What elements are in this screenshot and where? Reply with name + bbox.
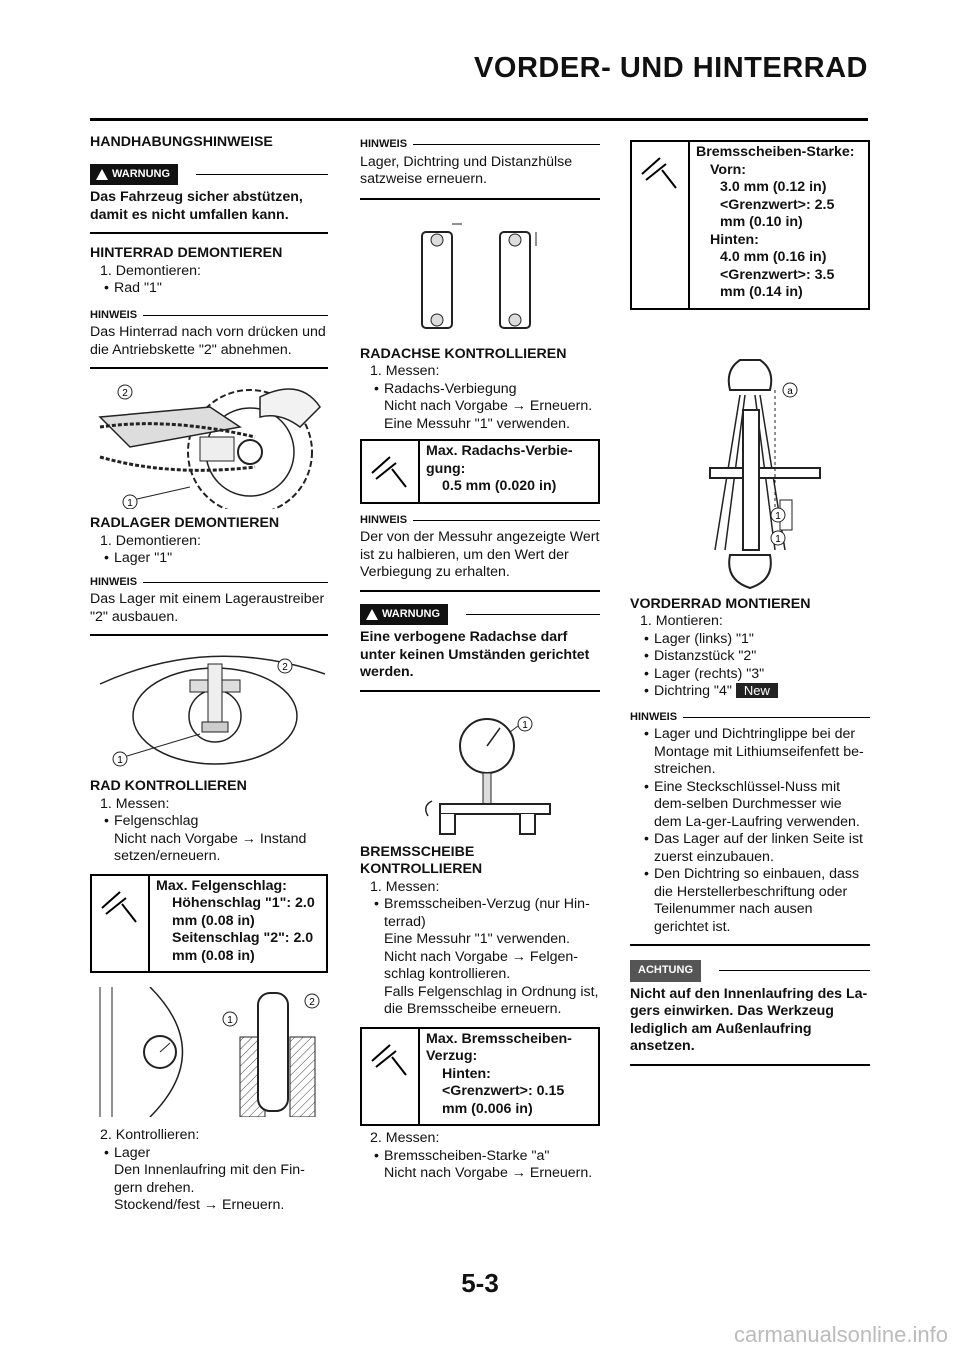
- achtung-text: Nicht auf den Innenlaufring des La-gers einwirken. Das Werkzeug lediglich am Außenlaufring ansetzen.: [630, 985, 868, 1054]
- page-title: VORDER- UND HINTERRAD: [474, 52, 868, 84]
- achtung-banner: [630, 960, 870, 982]
- bullet-detail: Falls Felgenschlag in Ordnung ist, die Bremsscheibe erneuern.: [384, 983, 599, 1017]
- step-text: 1. Demontieren:: [100, 262, 201, 279]
- heading-bremsscheibe-kontrollieren: BREMSSCHEIBE KONTROLLIEREN: [360, 843, 483, 877]
- spec-line: Höhenschlag "1": 2.0 mm (0.08 in): [172, 895, 315, 929]
- achtung-badge: ACHTUNG: [630, 960, 701, 982]
- spec-line: Hinten:: [710, 231, 759, 248]
- hinweis-label: HINWEIS: [90, 307, 328, 325]
- divider: [90, 367, 328, 369]
- column-left: [90, 128, 328, 1215]
- heading-radlager-demontieren: RADLAGER DEMONTIEREN: [90, 515, 280, 531]
- heading-hinterrad-demontieren: HINTERRAD DEMONTIEREN: [90, 245, 283, 261]
- step-text: 1. Demontieren:: [100, 532, 201, 549]
- heading-vorderrad-montieren: VORDERRAD MONTIEREN: [630, 595, 811, 612]
- warning-text-1: Das Fahrzeug sicher abstützen, damit es nicht umfallen kann.: [90, 189, 303, 223]
- bullet-detail: Stockend/fest → Erneuern.: [114, 1197, 285, 1213]
- column-right: [630, 128, 870, 1066]
- hinweis-label: HINWEIS: [360, 136, 600, 154]
- warning-banner-1: [90, 164, 328, 186]
- spec-line: <Grenzwert>: 3.5 mm (0.14 in): [720, 266, 835, 300]
- bullet-item: • Dichtring "4" New: [630, 683, 870, 701]
- bullet-item: • Lager (links) "1": [630, 631, 870, 649]
- spec-line: Seitenschlag "2": 2.0 mm (0.08 in): [172, 930, 314, 964]
- spec-line: 0.5 mm (0.020 in): [442, 478, 557, 494]
- divider: [630, 944, 870, 946]
- spec-icon: [92, 876, 150, 972]
- spec-icon: [362, 1029, 420, 1125]
- step-text: 2. Kontrollieren:: [100, 1127, 200, 1143]
- bearing-removal-figure: [90, 644, 328, 772]
- spec-line: 4.0 mm (0.16 in): [720, 249, 827, 265]
- bullet-detail: Eine Messuhr "1" verwenden.: [384, 931, 570, 947]
- title-rule: [90, 118, 868, 121]
- step-text: 1. Messen:: [100, 795, 170, 812]
- hinweis-bullet: • Lager und Dichtringlippe bei der Montage mit Lithiumseifenfett be-streichen.: [630, 726, 870, 779]
- step-text: 2. Messen:: [370, 1130, 440, 1146]
- warning-badge: WARNUNG: [90, 164, 178, 186]
- bullet-detail: Nicht nach Vorgabe → Instand setzen/erneuern.: [114, 830, 307, 864]
- bullet-item: • Lager (rechts) "3": [630, 666, 870, 684]
- spec-line: <Grenzwert>: 0.15 mm (0.006 in): [442, 1083, 565, 1117]
- warning-badge: WARNUNG: [360, 604, 448, 626]
- svg-text:1: 1: [227, 1015, 233, 1026]
- warning-banner-2: [360, 604, 600, 626]
- svg-text:2: 2: [309, 997, 315, 1008]
- spec-line: Hinten:: [442, 1065, 491, 1082]
- bullet-item: • Distanzstück "2": [630, 648, 870, 666]
- hinweis-text-1: Das Hinterrad nach vorn drücken und die Antriebskette "2" abnehmen.: [90, 324, 326, 358]
- spec-line: <Grenzwert>: 2.5 mm (0.10 in): [720, 196, 835, 230]
- svg-text:2: 2: [282, 662, 288, 673]
- spec-icon: [632, 142, 690, 308]
- bullet-item: • Bremsscheiben-Starke "a": [360, 1148, 600, 1166]
- rim-runout-figure: [90, 987, 328, 1117]
- bullet-detail: Eine Messuhr "1" verwenden.: [384, 415, 570, 432]
- bullet-item: • Lager: [90, 1145, 328, 1163]
- warning-text-2: Eine verbogene Radachse darf unter keinen Umständen gerichtet werden.: [360, 629, 590, 680]
- divider: [630, 1064, 870, 1066]
- spec-title: Max. Bremsscheiben-Verzug:: [426, 1030, 572, 1064]
- warning-triangle-icon: [96, 169, 108, 180]
- hinweis-label: HINWEIS: [360, 512, 600, 530]
- hinweis-bullet: • Eine Steckschlüssel-Nuss mit dem-selben Durchmesser wie dem La-ger-Laufring verwenden.: [630, 779, 870, 832]
- bullet-item: • Felgenschlag: [90, 813, 328, 831]
- hinweis-bullet: • Das Lager auf der linken Seite ist zuerst einzubauen.: [630, 831, 870, 866]
- bullet-detail: Nicht nach Vorgabe → Erneuern.: [384, 1165, 593, 1181]
- spec-title: Bremsscheiben-Starke:: [696, 144, 855, 160]
- spec-box-felgenschlag: [90, 874, 328, 974]
- hinweis-bullet: • Den Dichtring so einbauen, dass die Herstellerbeschriftung oder Teilenummer nach ausen gerichtet ist.: [630, 866, 870, 936]
- divider: [90, 232, 328, 234]
- new-badge: New: [736, 683, 778, 698]
- spec-box-bremsscheiben-verzug: [360, 1027, 600, 1127]
- divider: [360, 198, 600, 200]
- divider: [360, 690, 600, 692]
- svg-text:1: 1: [117, 755, 123, 766]
- hinweis-text-4: Der von der Messuhr angezeigte Wert ist zu halbieren, um den Wert der Verbiegung zu erhalten.: [360, 529, 600, 580]
- hinweis-label: HINWEIS: [90, 574, 328, 592]
- spec-box-radachse: [360, 439, 600, 504]
- heading-rad-kontrollieren: RAD KONTROLLIEREN: [90, 778, 247, 794]
- bullet-detail: Nicht nach Vorgabe → Felgen-schlag kontrollieren.: [384, 948, 579, 982]
- spec-title: Max. Felgenschlag:: [156, 877, 287, 894]
- divider: [360, 590, 600, 592]
- svg-text:1: 1: [522, 719, 528, 731]
- bullet-detail: Den Innenlaufring mit den Fin-gern drehen.: [114, 1162, 305, 1196]
- rear-wheel-chain-figure: [90, 377, 328, 509]
- brake-disc-thickness-figure: [630, 350, 870, 590]
- heading-handhabung: HANDHABUNGSHINWEISE: [90, 134, 273, 150]
- step-text: 1. Messen:: [370, 363, 440, 379]
- svg-text:1: 1: [775, 510, 781, 522]
- svg-text:2: 2: [122, 388, 128, 399]
- svg-text:1: 1: [775, 533, 781, 545]
- axle-dial-gauge-figure: [360, 706, 600, 836]
- heading-radachse-kontrollieren: RADACHSE KONTROLLIEREN: [360, 345, 567, 362]
- bullet-item: • Rad "1": [90, 280, 328, 298]
- hinweis-text-3: Lager, Dichtring und Distanzhülse satzweise erneuern.: [360, 153, 573, 187]
- hinweis-label: HINWEIS: [630, 709, 870, 727]
- spec-icon: [362, 441, 420, 502]
- spec-line: 3.0 mm (0.12 in): [720, 179, 827, 195]
- svg-text:a: a: [787, 385, 793, 397]
- page-number: 5-3: [461, 1268, 499, 1298]
- spec-title: Max. Radachs-Verbie-gung:: [426, 443, 573, 477]
- column-middle: [360, 128, 600, 1183]
- bullet-item: • Bremsscheiben-Verzug (nur Hin-terrad): [360, 896, 600, 931]
- warning-triangle-icon: [366, 609, 378, 620]
- bullet-item: • Radachs-Verbiegung: [360, 381, 600, 399]
- hinweis-text-2: Das Lager mit einem Lageraustreiber "2" ausbauen.: [90, 591, 325, 625]
- spec-box-bremsscheiben-starke: [630, 140, 870, 310]
- bearing-section-figure: [360, 218, 600, 338]
- spec-line: Vorn:: [710, 161, 746, 178]
- step-text: 1. Montieren:: [640, 613, 723, 629]
- bullet-detail: Nicht nach Vorgabe → Erneuern.: [384, 398, 593, 414]
- step-text: 1. Messen:: [370, 878, 440, 895]
- svg-text:1: 1: [127, 498, 133, 509]
- watermark: carmanualsonline.info: [733, 1322, 948, 1347]
- bullet-item: • Lager "1": [90, 550, 328, 568]
- divider: [90, 634, 328, 636]
